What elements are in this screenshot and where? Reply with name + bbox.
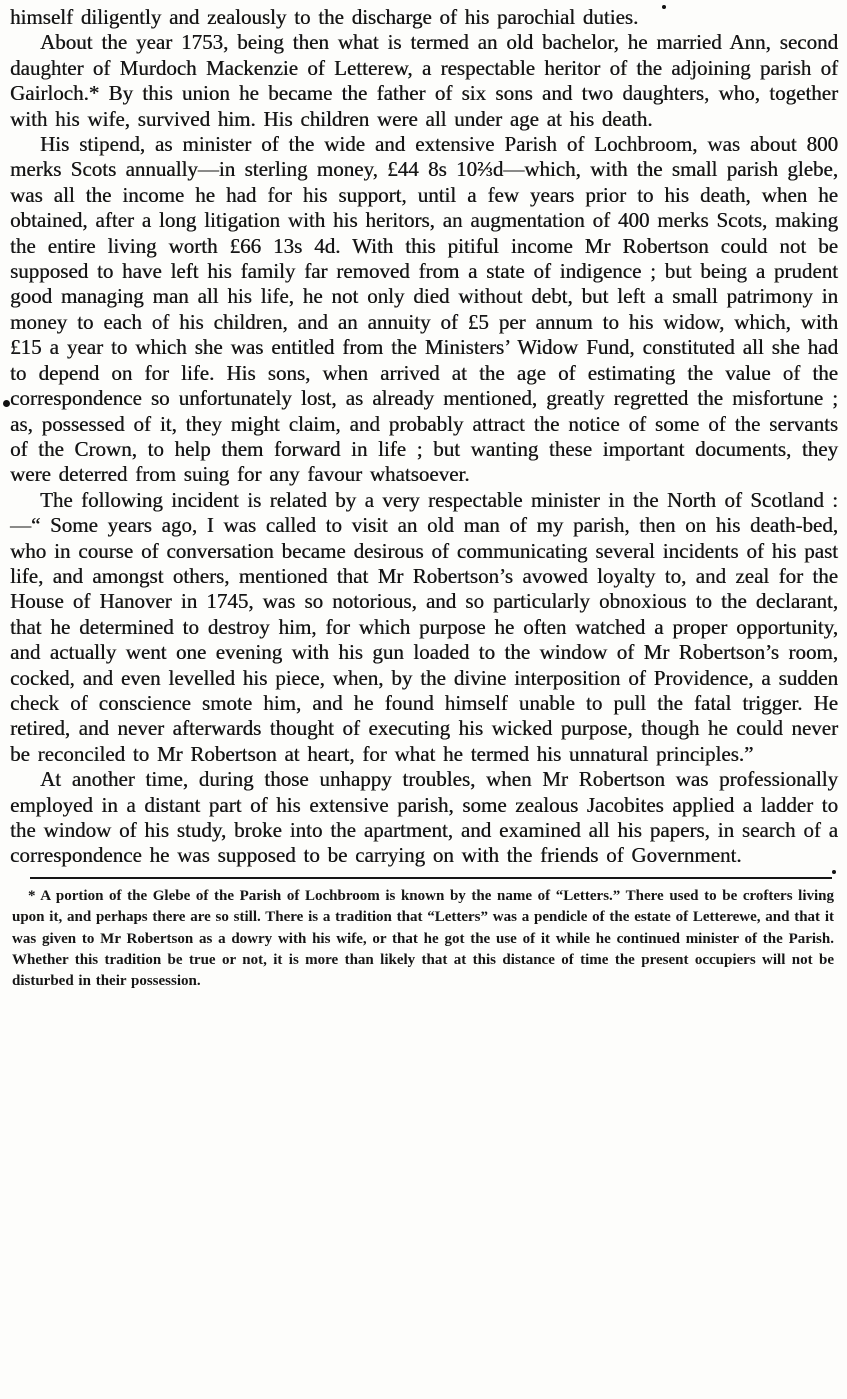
paragraph-stipend: His stipend, as minister of the wide and extensive Parish of Lochbroom, was about 800 merks Scots annually—in sterling money, £44 8s 10⅔d—which, with the small parish glebe, was all the income he had for his support, until a few years prior to his death, when he obtained, after a long litigation with his heritors, an augmentation of 400 merks Scots, making the entire living worth £66 13s 4d. With this pitiful income Mr Robertson could not be supposed to have left his family far removed from a state of indigence ; but being a prudent good managing man all his life, he not only died without debt, but left a small patrimony in money to each of his children, and an annuity of £5 per annum to his widow, which, with £15 a year to which she was entitled from the Ministers’ Widow Fund, constituted all she had to depend on for life. His sons, when arrived at the age of estimating the value of the correspondence so unfortunately lost, as already mentioned, greatly regretted the misfortune ; as, possessed of it, they might claim, and probably attract the notice of some of the servants of the Crown, to help them forward in life ; but wanting these important documents, they were deterred from suing for any favour whatsoever. xyxy=(10,132,838,487)
footnote-marker: * xyxy=(28,887,36,904)
margin-ink-mark xyxy=(3,400,10,407)
footnote xyxy=(10,886,838,993)
footnote-text: A portion of the Glebe of the Parish of Lochbroom is known by the name of “Letters.” There used to be crofters living upon it, and perhaps there are so still. There is a tradition that “Letters” was a pendicle of the estate of Letterewe, and that it was given to Mr Robertson as a dowry with his wife, or that he got the use of it while he continued minister of the Parish. Whether this tradition be true or not, it is more than likely that at this distance of time the present occupiers will not be disturbed in their possession. xyxy=(12,887,834,990)
paragraph-jacobites: At another time, during those unhappy troubles, when Mr Robertson was professionally employed in a distant part of his extensive parish, some zealous Jacobites applied a ladder to the window of his study, broke into the apartment, and examined all his papers, in search of a correspondence he was supposed to be carrying on with the friends of Government. xyxy=(10,767,838,868)
ink-dot-artifact xyxy=(832,870,836,874)
paragraph-continuation: himself diligently and zealously to the discharge of his parochial duties. xyxy=(10,5,639,29)
footnote-divider xyxy=(30,877,832,879)
paragraph-incident: The following incident is related by a very respectable minister in the North of Scotland :—“ Some years ago, I was called to visit an old man of my parish, then on his death-bed, who in course of conversation became desirous of communicating several incidents of his past life, and amongst others, mentioned that Mr Robertson’s avowed loyalty to, and zeal for the House of Hanover in 1745, was so notorious, and so particularly obnoxious to the declarant, that he determined to destroy him, for which purpose he often watched a proper opportunity, and actually went one evening with his gun loaded to the window of Mr Robertson’s room, cocked, and even levelled his piece, when, by the divine interposition of Providence, a sudden check of conscience smote him, and he found himself unable to pull the fatal trigger. He retired, and never afterwards thought of executing his wicked purpose, though he could never be reconciled to Mr Robertson at heart, for what he termed his unnatural principles.” xyxy=(10,487,838,766)
top-ink-mark xyxy=(662,5,666,9)
paragraph-marriage: About the year 1753, being then what is termed an old bachelor, he married Ann, second daughter of Murdoch Mackenzie of Letterew, a respectable heritor of the adjoining parish of Gairloch.* By this union he became the father of six sons and two daughters, who, together with his wife, survived him. His children were all under age at his death. xyxy=(10,30,838,131)
